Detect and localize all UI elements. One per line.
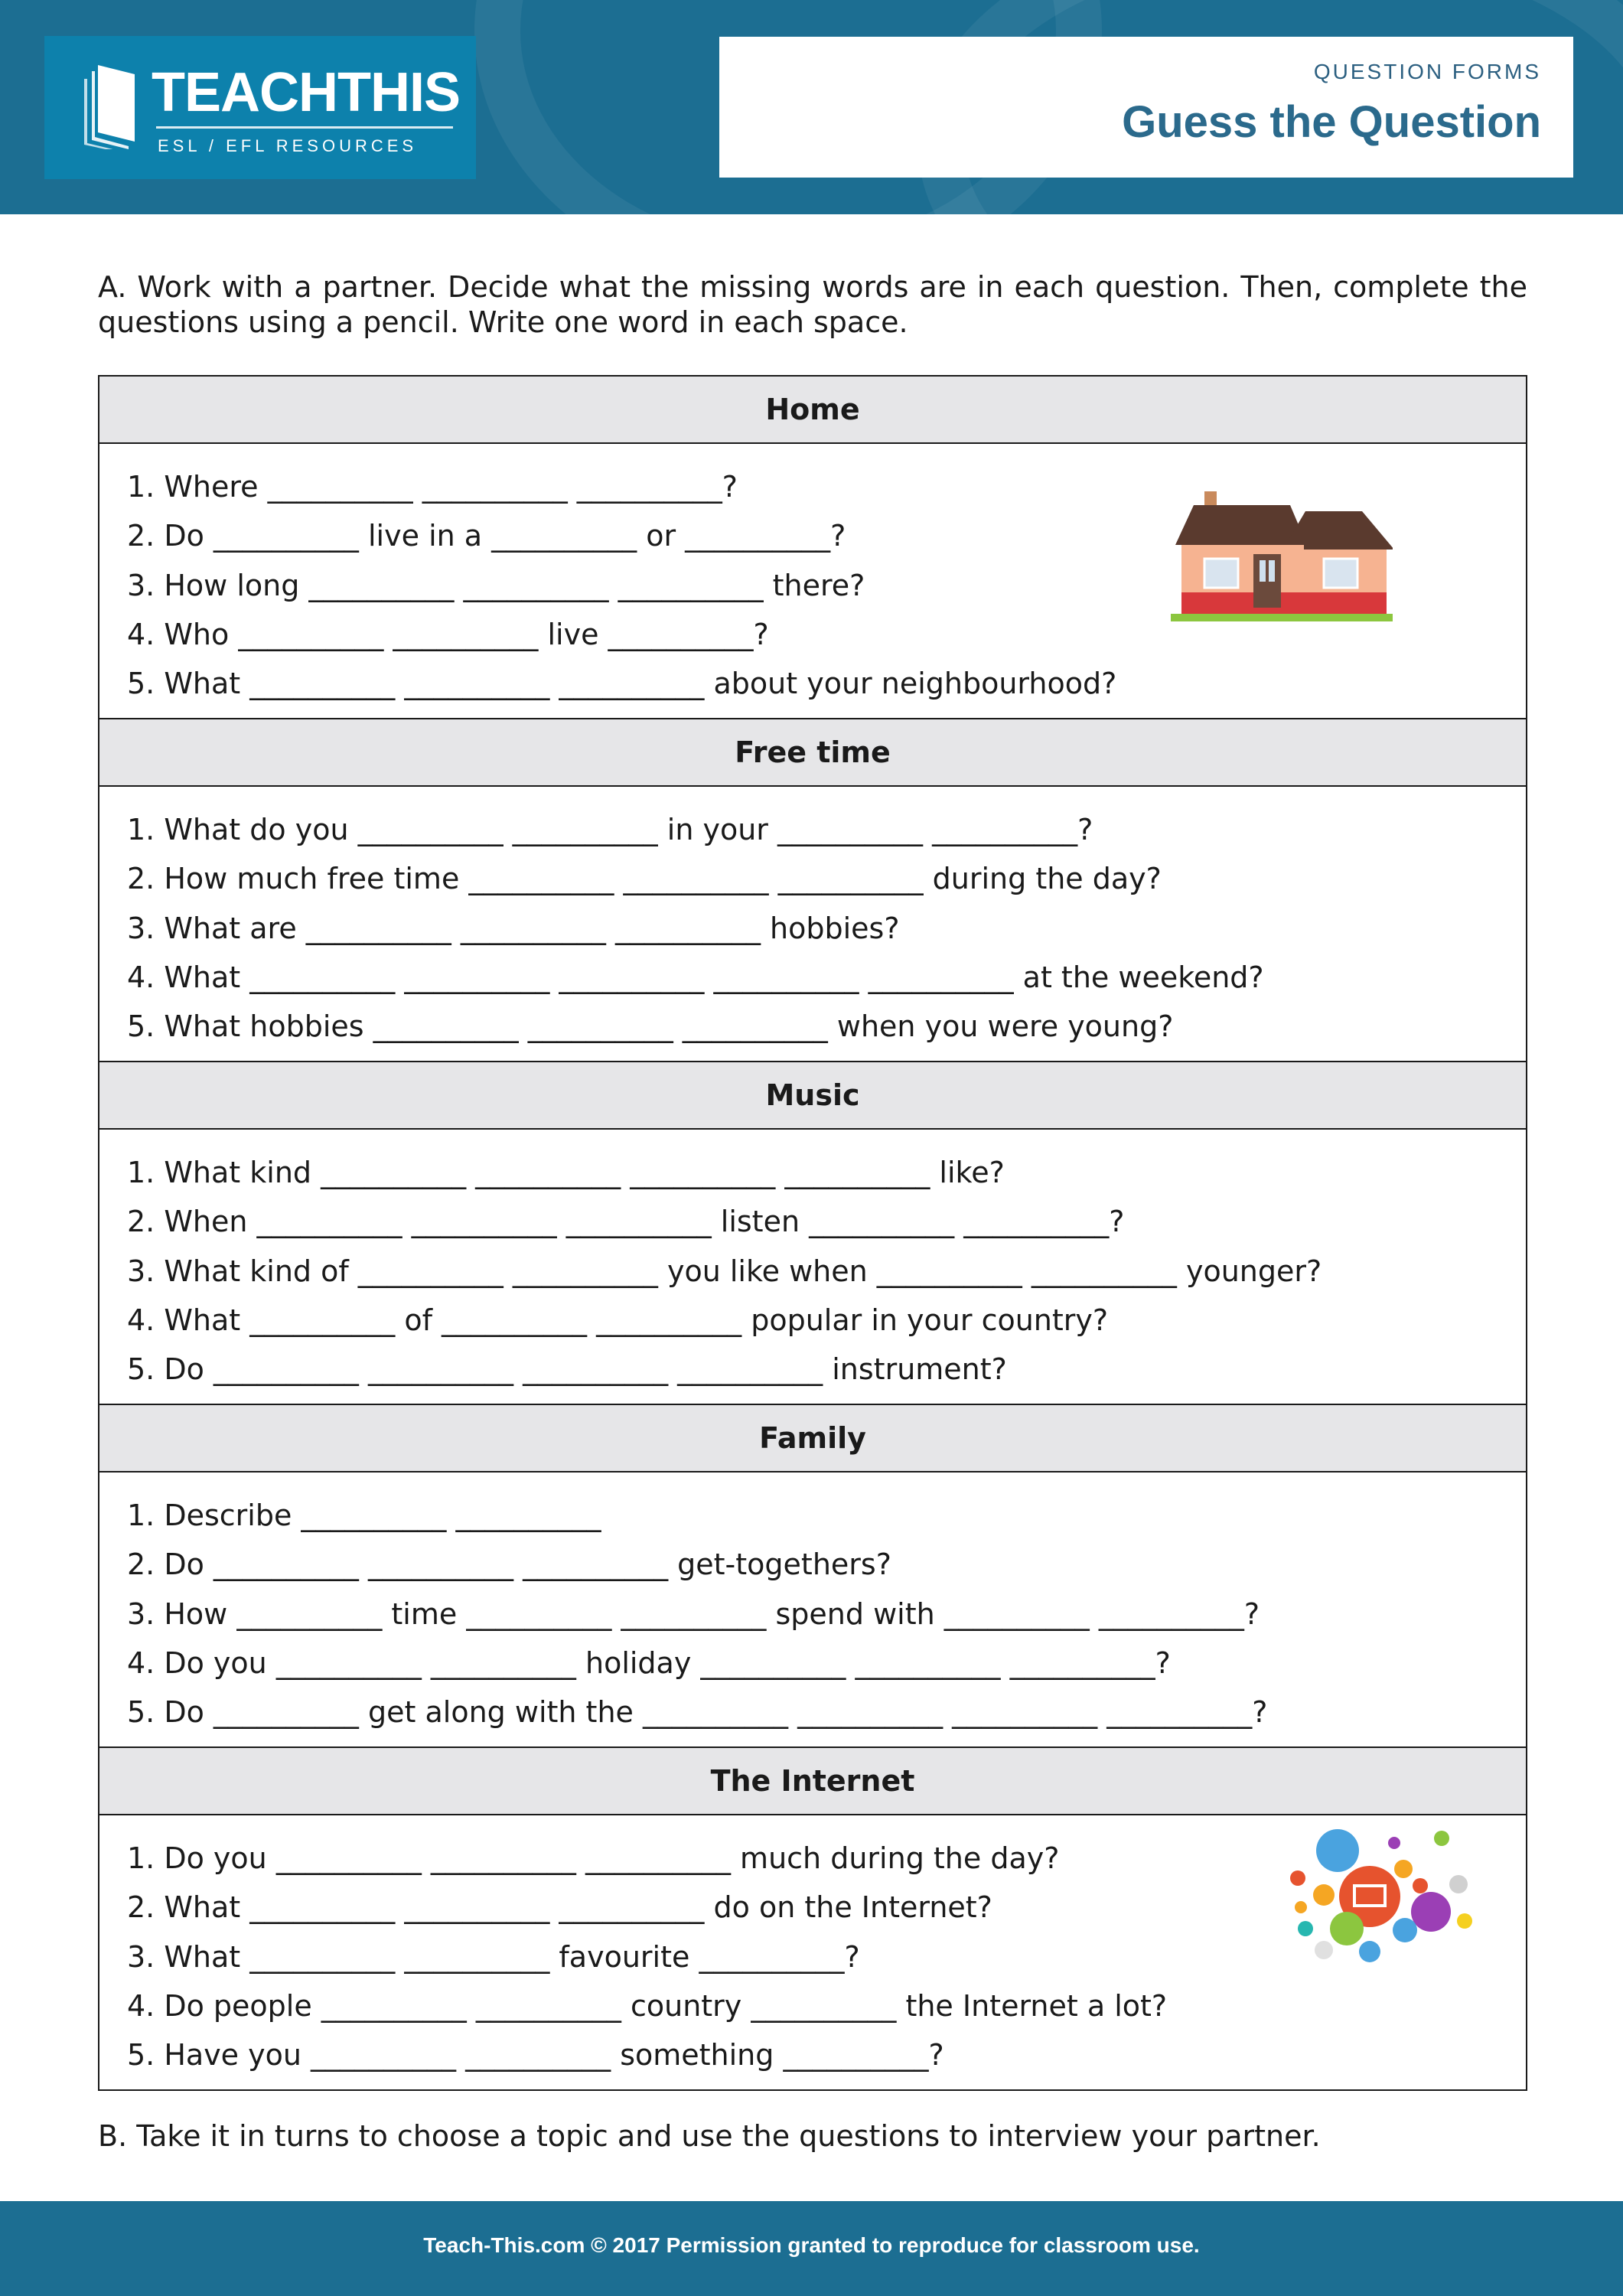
logo-subtitle: ESL / EFL RESOURCES [158, 136, 418, 155]
house-icon [1171, 488, 1393, 626]
question-line[interactable]: 4. Who __________ __________ live __________? [127, 617, 769, 651]
section-title: Free time [99, 718, 1526, 787]
question-line[interactable]: 3. What are __________ __________ __________ hobbies? [127, 911, 900, 945]
worksheet-category: QUESTION FORMS [1313, 60, 1541, 83]
social-media-icons-cluster [1278, 1828, 1484, 1981]
question-line[interactable]: 4. Do people __________ __________ country __________ the Internet a lot? [127, 1988, 1168, 2023]
question-line[interactable]: 1. Do you __________ __________ __________ much during the day? [127, 1841, 1060, 1875]
question-line[interactable]: 1. Where __________ __________ __________? [127, 470, 738, 504]
section-questions [99, 787, 1526, 1061]
section-title: Music [99, 1061, 1526, 1130]
instruction-a: A. Work with a partner. Decide what the missing words are in each question. Then, complete the questions using a pencil. Write one word in each space. [98, 270, 1527, 339]
question-line[interactable]: 2. How much free time __________ __________ __________ during the day? [127, 862, 1162, 896]
instruction-b: B. Take it in turns to choose a topic and use the questions to interview your partner. [98, 2119, 1321, 2153]
section-title: The Internet [99, 1746, 1526, 1815]
copyright-notice: Teach-This.com © 2017 Permission granted to reproduce for classroom use. [423, 2233, 1200, 2257]
question-line[interactable]: 2. What __________ __________ __________ do on the Internet? [127, 1890, 992, 1925]
teachthis-logo [44, 36, 476, 179]
section-internet [99, 1746, 1526, 2089]
question-table [98, 375, 1527, 2091]
section-free-time [99, 718, 1526, 1061]
question-line[interactable]: 4. What __________ __________ __________ __________ __________ at the weekend? [127, 960, 1264, 994]
section-questions [99, 1130, 1526, 1404]
question-line[interactable]: 2. When __________ __________ __________ listen __________ __________? [127, 1205, 1125, 1239]
question-line[interactable]: 1. What do you __________ __________ in your __________ __________? [127, 813, 1093, 846]
question-line[interactable]: 3. How long __________ __________ __________ there? [127, 568, 865, 602]
question-line[interactable]: 3. What __________ __________ favourite __________? [127, 1939, 860, 1974]
question-line[interactable]: 5. Have you __________ __________ something __________? [127, 2038, 944, 2073]
book-icon [75, 57, 144, 149]
logo-main-text: TEACHTHIS [152, 62, 460, 123]
section-music [99, 1061, 1526, 1404]
section-questions [99, 1815, 1526, 2089]
question-line[interactable]: 4. What __________ of __________ __________ popular in your country? [127, 1303, 1109, 1337]
question-line[interactable]: 5. What __________ __________ __________ about your neighbourhood? [127, 667, 1117, 701]
section-title: Family [99, 1404, 1526, 1473]
question-line[interactable]: 4. Do you __________ __________ holiday __________ __________ __________? [127, 1645, 1171, 1680]
title-panel [719, 37, 1573, 178]
logo-divider [156, 126, 453, 129]
question-line[interactable]: 5. Do __________ __________ __________ __________ instrument? [127, 1352, 1007, 1387]
section-home [99, 377, 1526, 718]
page-footer [0, 2201, 1623, 2296]
section-questions [99, 444, 1526, 718]
page-header [0, 0, 1623, 214]
section-title: Home [99, 377, 1526, 444]
question-line[interactable]: 3. How __________ time __________ __________ spend with __________ __________? [127, 1596, 1260, 1631]
question-line[interactable]: 1. Describe __________ __________ [127, 1499, 601, 1532]
page-title: Guess the Question [1122, 97, 1541, 147]
question-line[interactable]: 2. Do __________ live in a __________ or __________? [127, 519, 846, 553]
question-line[interactable]: 5. Do __________ get along with the __________ __________ __________ __________? [127, 1695, 1268, 1730]
section-family [99, 1404, 1526, 1746]
question-line[interactable]: 2. Do __________ __________ __________ get-togethers? [127, 1548, 891, 1582]
question-line[interactable]: 3. What kind of __________ __________ you like when __________ __________ younger? [127, 1254, 1322, 1288]
question-line[interactable]: 5. What hobbies __________ __________ __________ when you were young? [127, 1009, 1174, 1044]
question-line[interactable]: 1. What kind __________ __________ __________ __________ like? [127, 1156, 1005, 1189]
section-questions [99, 1473, 1526, 1746]
